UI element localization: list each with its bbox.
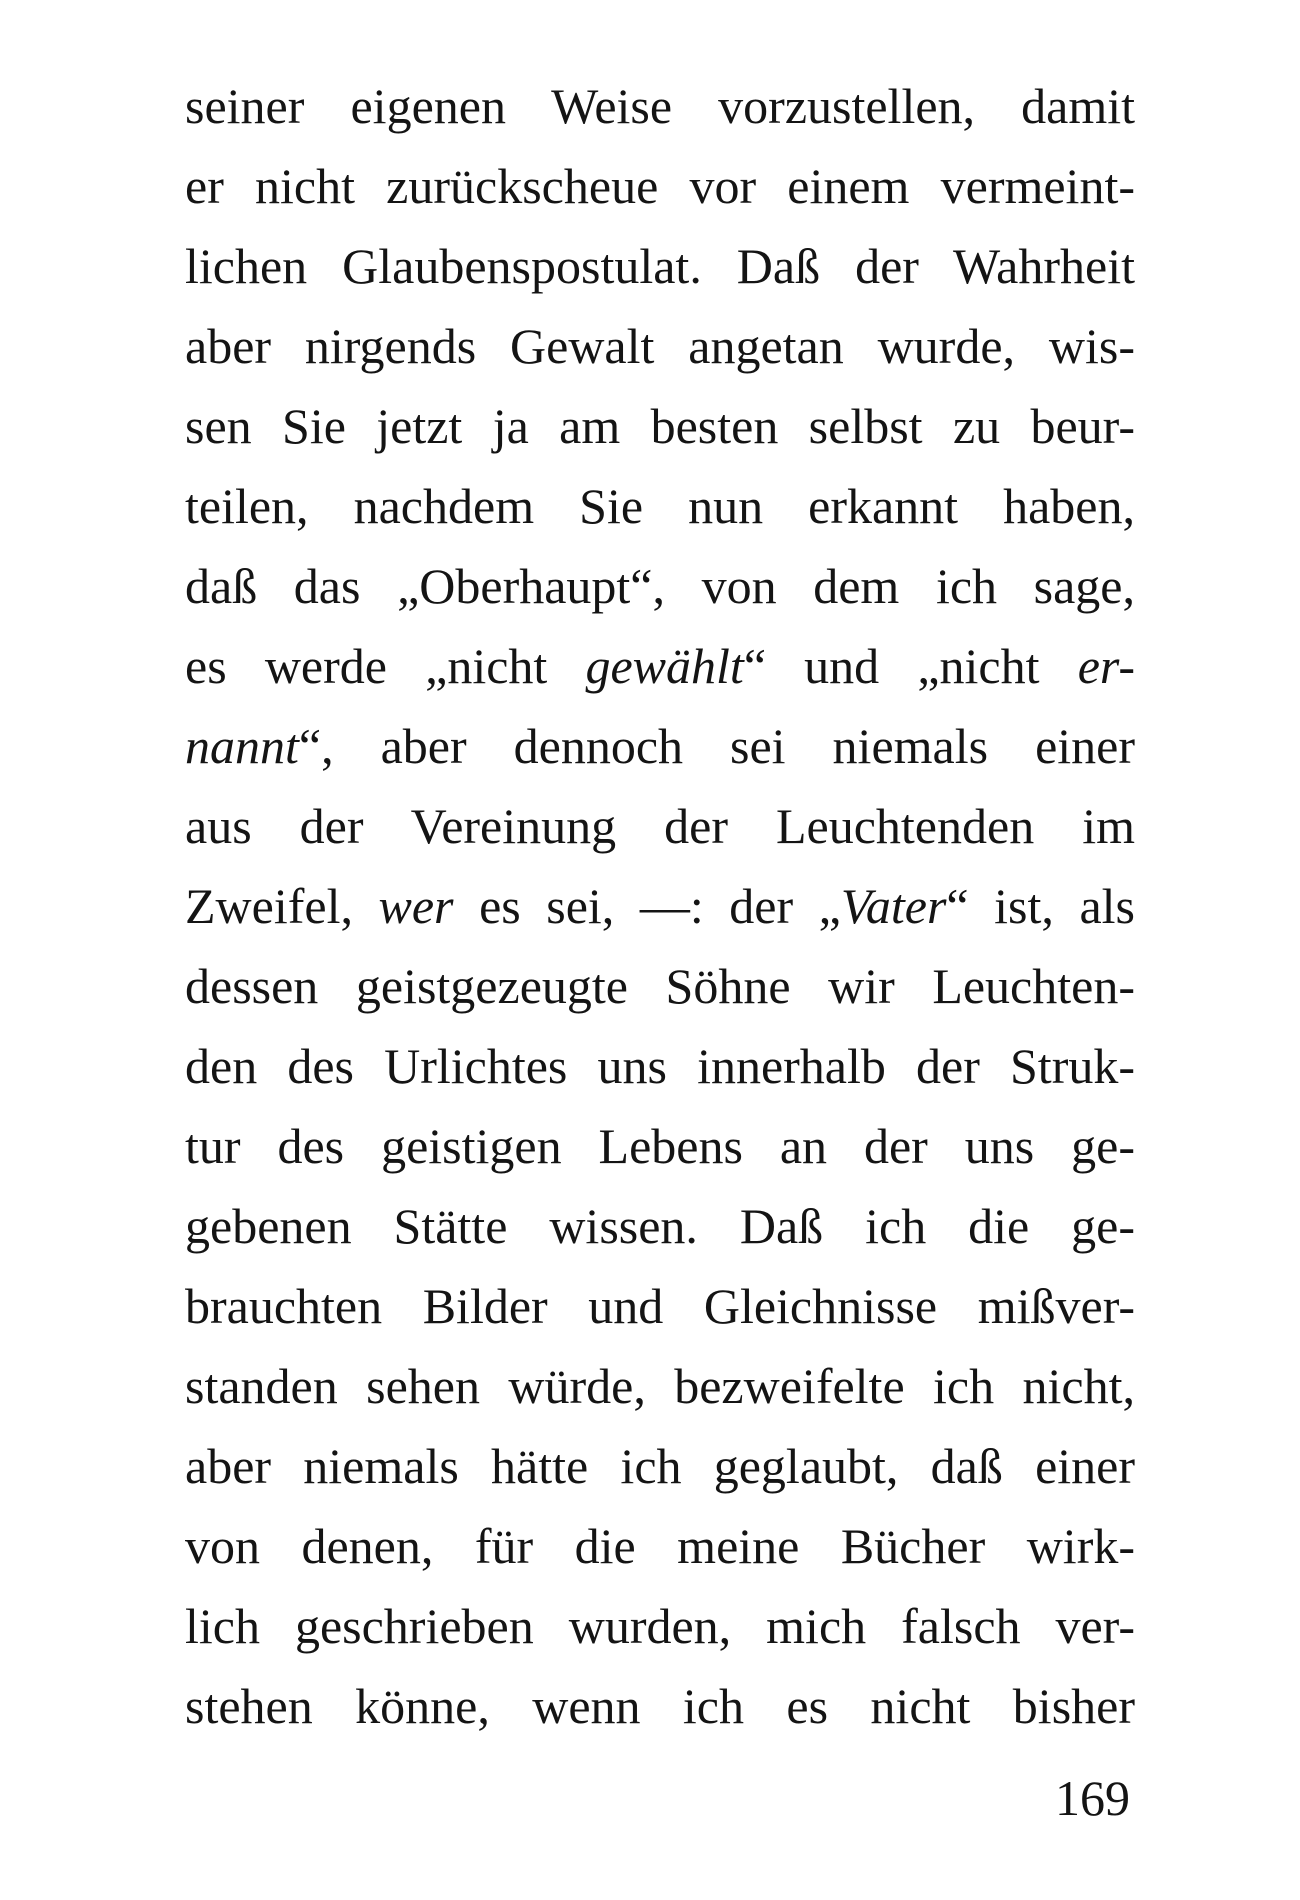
text-run: es sei, —: der „ [453,878,841,934]
text-run: aber nirgends Gewalt angetan wurde, wis- [185,318,1135,374]
text-run: es werde „nicht [185,638,586,694]
text-run: daß das „Oberhaupt“, von dem ich sage, [185,558,1135,614]
text-run: sen Sie jetzt ja am besten selbst zu beur- [185,398,1135,454]
text-line [185,866,1135,946]
text-line [185,786,1135,866]
text-line [185,1106,1135,1186]
text-line [185,226,1135,306]
text-run: tur des geistigen Lebens an der uns ge- [185,1118,1135,1174]
text-run: aus der Vereinung der Leuchtenden im [185,798,1135,854]
text-line [185,306,1135,386]
text-line [185,386,1135,466]
text-run: aber niemals hätte ich geglaubt, daß einer [185,1438,1135,1494]
text-line [185,1186,1135,1266]
text-line [185,546,1135,626]
text-line [185,1346,1135,1426]
text-run: von denen, für die meine Bücher wirk- [185,1518,1135,1574]
italic-run: er- [1077,638,1135,694]
text-run: brauchten Bilder und Gleichnisse mißver- [185,1278,1135,1334]
text-run: seiner eigenen Weise vorzustellen, damit [185,78,1135,134]
text-run: dessen geistgezeugte Söhne wir Leuchten- [185,958,1135,1014]
text-run: stehen könne, wenn ich es nicht bisher [185,1678,1135,1734]
text-line [185,1426,1135,1506]
body-text [185,66,1135,1746]
text-run: lichen Glaubenspostulat. Daß der Wahrheit [185,238,1135,294]
text-run: “ ist, als [946,878,1135,934]
text-line [185,1586,1135,1666]
italic-run: Vater [840,878,947,934]
text-run: Zweifel, [185,878,379,934]
text-line [185,466,1135,546]
text-line [185,706,1135,786]
text-run: er nicht zurückscheue vor einem vermeint- [185,158,1135,214]
text-line [185,946,1135,1026]
italic-run: gewählt [585,638,744,694]
text-run: “, aber dennoch sei niemals einer [298,718,1135,774]
text-line [185,1666,1135,1746]
italic-run: nannt [185,718,299,774]
page-number: 169 [1055,1770,1130,1826]
text-line [185,626,1135,706]
text-run: den des Urlichtes uns innerhalb der Struk- [185,1038,1135,1094]
text-line [185,1506,1135,1586]
text-run: gebenen Stätte wissen. Daß ich die ge- [185,1198,1135,1254]
text-line [185,66,1135,146]
text-run: teilen, nachdem Sie nun erkannt haben, [185,478,1135,534]
text-line [185,146,1135,226]
text-line [185,1266,1135,1346]
text-run: lich geschrieben wurden, mich falsch ver- [185,1598,1135,1654]
text-run: “ und „nicht [743,638,1078,694]
italic-run: wer [378,878,454,934]
text-line [185,1026,1135,1106]
text-run: standen sehen würde, bezweifelte ich nicht, [185,1358,1135,1414]
